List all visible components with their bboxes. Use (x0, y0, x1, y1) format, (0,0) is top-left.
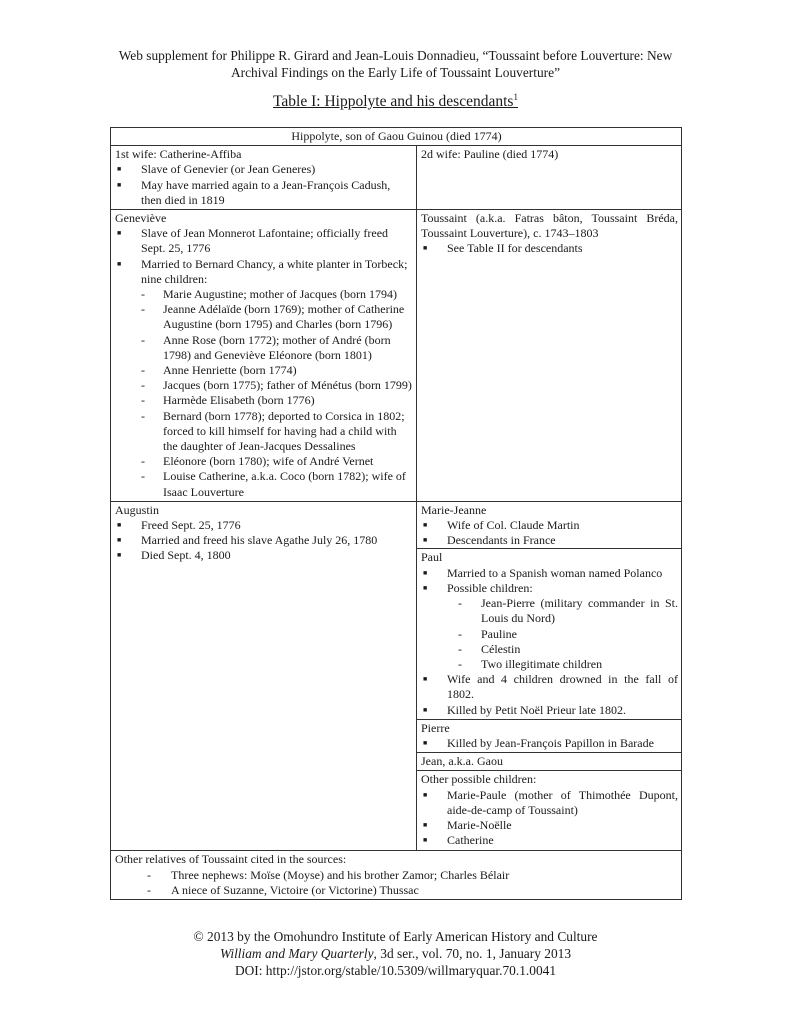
jean-block (417, 752, 681, 770)
marie-jeanne-block (421, 503, 678, 549)
child-item: - Célestin (421, 642, 678, 657)
child-item: - Bernard (born 1778); deported to Corsica in 1802; forced to kill himself for having had a child with the daughter of Jean-Jacques Dessalines (115, 409, 413, 455)
child-item: - Harmède Elisabeth (born 1776) (115, 393, 413, 408)
table-title (0, 92, 791, 111)
first-wife-label: 1st wife: Catherine-Affiba (115, 147, 242, 162)
list-item: ■ Wife and 4 children drowned in the fall of 1802. (421, 672, 678, 702)
toussaint-list (421, 241, 678, 256)
citation-line (0, 945, 791, 962)
list-item: ■ May have married again to a Jean-François Cadush, then died in 1819 (115, 178, 413, 208)
list-item: ■ Catherine (421, 833, 678, 848)
citation-details: , 3d ser., vol. 70, no. 1, January 2013 (373, 946, 572, 961)
child-item: - Anne Henriette (born 1774) (115, 363, 413, 378)
footnote-marker[interactable]: 1 (513, 92, 518, 102)
pierre-list (421, 736, 678, 751)
genevieve-cell (111, 210, 417, 502)
paul-list (421, 566, 678, 718)
list-item: ■ Descendants in France (421, 533, 678, 548)
list-item: ■ See Table II for descendants (421, 241, 678, 256)
other-children-list (421, 788, 678, 849)
child-item: - Eléonore (born 1780); wife of André Vernet (115, 454, 413, 469)
doi-line[interactable]: DOI: http://jstor.org/stable/10.5309/willmaryquar.70.1.0041 (234, 963, 557, 978)
list-item: ■ Marie-Noëlle (421, 818, 678, 833)
list-item: ■ Possible children: (421, 581, 678, 596)
child-item: - Jeanne Adélaïde (born 1769); mother of Catherine Augustine (born 1795) and Charles (born 1796) (115, 302, 413, 332)
table-title-text: Table I: Hippolyte and his descendants (273, 93, 514, 111)
first-wife-list (115, 162, 413, 208)
descendants-table (110, 127, 682, 900)
other-relatives-cell (111, 851, 682, 900)
page-header (0, 47, 791, 81)
hippolyte-row: Hippolyte, son of Gaou Guinou (died 1774) (111, 128, 682, 146)
genevieve-name: Geneviève (115, 211, 167, 226)
list-item: ■ Slave of Jean Monnerot Lafontaine; officially freed Sept. 25, 1776 (115, 226, 413, 256)
child-item: - Two illegitimate children (421, 657, 678, 672)
list-item: ■ Married to Bernard Chancy, a white planter in Torbeck; nine children: (115, 257, 413, 287)
list-item: ■ Slave of Genevier (or Jean Generes) (115, 162, 413, 177)
paul-block (417, 548, 681, 718)
second-wife-cell (417, 146, 682, 210)
child-item: - Anne Rose (born 1772); mother of André (born 1798) and Geneviève Eléonore (born 1801) (115, 333, 413, 363)
list-item: ■ Freed Sept. 25, 1776 (115, 518, 413, 533)
list-item: ■ Died Sept. 4, 1800 (115, 548, 413, 563)
other-children-label: Other possible children: (421, 772, 537, 787)
other-relatives-label: Other relatives of Toussaint cited in the sources: (115, 852, 347, 867)
marie-jeanne-list (421, 518, 678, 548)
child-item: - Pauline (421, 627, 678, 642)
siblings-cell (417, 501, 682, 850)
augustin-cell (111, 501, 417, 850)
child-item: - Louise Catherine, a.k.a. Coco (born 1782); wife of Isaac Louverture (115, 469, 413, 499)
list-item: ■ Wife of Col. Claude Martin (421, 518, 678, 533)
other-children-block (417, 770, 681, 849)
page-footer (0, 928, 791, 979)
augustin-name: Augustin (115, 502, 160, 517)
child-item: - Marie Augustine; mother of Jacques (born 1794) (115, 287, 413, 302)
list-item: - Three nephews: Moïse (Moyse) and his brother Zamor; Charles Bélair (115, 868, 678, 883)
journal-name: William and Mary Quarterly (219, 946, 374, 961)
second-wife-label: 2d wife: Pauline (died 1774) (421, 147, 559, 162)
list-item: - A niece of Suzanne, Victoire (or Victorine) Thussac (115, 883, 678, 898)
other-relatives-list (115, 868, 678, 898)
paul-name: Paul (421, 550, 443, 565)
list-item: ■ Marie-Paule (mother of Thimothée Dupont, aide-de-camp of Toussaint) (421, 788, 678, 818)
list-item: ■ Killed by Petit Noël Prieur late 1802. (421, 703, 678, 718)
augustin-list (115, 518, 413, 564)
child-item: - Jacques (born 1775); father of Ménétus (born 1799) (115, 378, 413, 393)
toussaint-name: Toussaint (a.k.a. Fatras bâton, Toussaint Bréda, Toussaint Louverture), c. 1743–1803 (421, 211, 678, 241)
child-item: - Jean-Pierre (military commander in St. Louis du Nord) (421, 596, 678, 626)
toussaint-cell (417, 210, 682, 502)
marie-jeanne-name: Marie-Jeanne (421, 502, 487, 517)
header-line-2: Archival Findings on the Early Life of Toussaint Louverture” (230, 65, 561, 80)
pierre-block (417, 719, 681, 752)
copyright-line: © 2013 by the Omohundro Institute of Early American History and Culture (193, 929, 598, 944)
pierre-name: Pierre (421, 720, 450, 735)
jean-name: Jean, a.k.a. Gaou (421, 754, 503, 769)
genevieve-list (115, 226, 413, 500)
first-wife-cell (111, 146, 417, 210)
list-item: ■ Married and freed his slave Agathe July 26, 1780 (115, 533, 413, 548)
header-line-1: Web supplement for Philippe R. Girard and Jean-Louis Donnadieu, “Toussaint before Louverture: New (118, 48, 673, 63)
list-item: ■ Married to a Spanish woman named Polanco (421, 566, 678, 581)
list-item: ■ Killed by Jean-François Papillon in Barade (421, 736, 678, 751)
